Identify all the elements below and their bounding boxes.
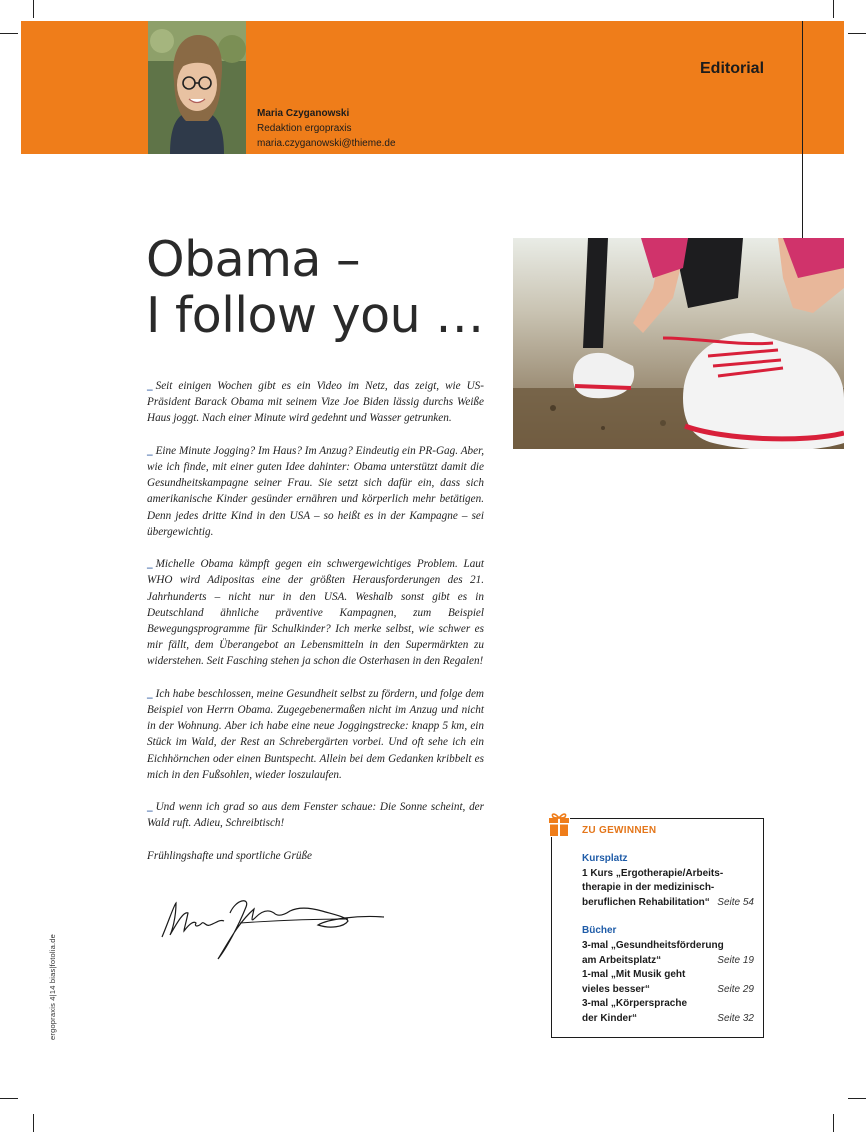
prize-list [582, 852, 754, 1027]
title-line-1: Obama – [146, 231, 361, 288]
editor-email[interactable]: maria.czyganowski@thieme.de [257, 138, 396, 149]
page-reference: Seite 19 [717, 954, 754, 966]
paragraph: _ Und wenn ich grad so aus dem Fenster schaue: Die Sonne scheint, der Wald ruft. Adieu, Schreibtisch! [147, 801, 484, 830]
article-body [147, 378, 484, 880]
category-kursplatz: Kursplatz [582, 853, 628, 864]
handwritten-signature [158, 893, 388, 963]
paragraph-marker: _ [147, 380, 153, 392]
page-reference: Seite 29 [717, 983, 754, 995]
editor-name: Maria Czyganowski [257, 108, 350, 119]
crop-mark [848, 1098, 866, 1099]
divider-line [802, 21, 803, 238]
page-reference: Seite 32 [717, 1012, 754, 1024]
paragraph: _ Seit einigen Wochen gibt es ein Video im Netz, das zeigt, wie US-Präsident Barack Obama mit seinem Vize Joe Biden lässig durchs Weiße Haus joggt. Nach einer Minute wird gedehnt und Wasser getrunken. [147, 380, 484, 425]
editor-portrait [148, 21, 246, 154]
crop-mark [833, 0, 834, 18]
prize-item[interactable]: 1-mal „Mit Musik geht vieles besser“ Seite 29 [582, 968, 754, 997]
paragraph-marker: _ [147, 444, 153, 457]
paragraph: _ Ich habe beschlossen, meine Gesundheit selbst zu fördern, und folge dem Beispiel von Herrn Obama. Zugegebenermaßen nicht im Anzug und nicht in der Wohnung. Aber ich habe eine neue Joggingstrecke: knapp 5 km, ein Stück im Wald, der Rest an Schrebergärten vorbei. Und oft sehe ich ein Eichhörnchen oder einen Buntspecht. Allein bei dem Gedanken kribbelt es mich in den Fußsohlen, wieder loszulaufen. [147, 687, 484, 781]
closing-line: Frühlingshafte und sportliche Grüße [147, 849, 313, 862]
editor-info [257, 106, 396, 151]
title-line-2: I follow you … [146, 287, 484, 344]
editor-role: Redaktion ergopraxis [257, 123, 352, 134]
page-reference: Seite 54 [717, 896, 754, 908]
paragraph-marker: _ [147, 801, 153, 814]
crop-mark [848, 33, 866, 34]
section-label: Editorial [700, 60, 765, 77]
paragraph-marker: _ [147, 558, 153, 571]
crop-mark [833, 1114, 834, 1132]
sneaker-photo [513, 238, 844, 449]
paragraph: _ Michelle Obama kämpft gegen ein schwergewichtiges Problem. Laut WHO wird Adipositas eine der größten Herausforderungen des 21. Jahrhunderts – nicht nur in den USA. Weshalb sonst gibt es in Deutschland ähnliche präventive Kampagnen, zum Beispiel Bewegungsprogramme für Schulkinder? Ich merke selbst, wie schwer es mir fällt, dem Überangebot an Lebensmitteln in den Supermärkten zu widerstehen. Seit Fasching stehen ja schon die Osterhasen in den Regalen! [147, 558, 484, 668]
paragraph: _ Eine Minute Jogging? Im Haus? Im Anzug? Eindeutig ein PR-Gag. Aber, wie ich finde, mit einer guten Idee dahinter: Obama unterstützt damit die Gesundheitskampagne seiner Frau. Sie setzt sich dafür ein, dass sich amerikanische Kinder gesünder ernähren und körperlich mehr betätigen. Denn jedes dritte Kind in den USA – so heißt es in der Kampagne – sei übergewichtig. [147, 444, 484, 538]
crop-mark [33, 0, 34, 18]
gift-icon [548, 811, 570, 837]
header-bar [21, 21, 844, 154]
prize-title: ZU GEWINNEN [582, 825, 657, 836]
article-title [146, 232, 484, 344]
prize-item[interactable]: 1 Kurs „Ergotherapie/Arbeits- therapie in der medizinisch- beruflichen Rehabilitation“ Seite 54 [582, 867, 754, 911]
crop-mark [0, 1098, 18, 1099]
prize-item[interactable]: 3-mal „Gesundheitsförderung am Arbeitsplatz“ Seite 19 [582, 939, 754, 968]
paragraph-marker: _ [147, 687, 153, 700]
crop-mark [33, 1114, 34, 1132]
category-buecher: Bücher [582, 925, 617, 937]
prize-item[interactable]: 3-mal „Körpersprache der Kinder“ Seite 32 [582, 997, 754, 1026]
crop-mark [0, 33, 18, 34]
page-credit: ergopraxis 4|14 bias|fotolia.de [48, 934, 57, 1040]
